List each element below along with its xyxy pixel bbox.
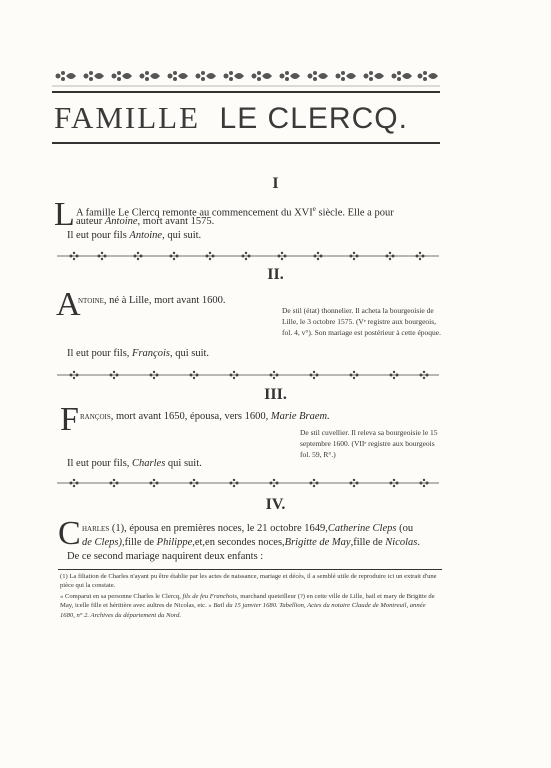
section-1-numeral: I	[272, 175, 279, 192]
page-title: FAMILLE LE CLERCQ.	[54, 100, 408, 135]
section-2-numeral: II.	[267, 266, 284, 283]
section-4-dropcap: C	[58, 515, 81, 552]
section-3-note: De stil cuvellier. Il releva sa bourgeoisie le 15 septembre 1600. (VIIᵉ registre aux bourgeois fol. 59, R°.)	[300, 428, 438, 459]
footnote-rule	[58, 569, 442, 570]
footnote-1: (1) La filiation de Charles n'ayant pu être établie par les actes de naissance, mariage et décès, il a semblé utile de reproduire ici un extrait d'une pièce qui la constate.	[60, 573, 437, 590]
top-ornament-band	[52, 66, 440, 88]
section-2-line-2: Il eut pour fils, François, qui suit.	[67, 348, 210, 359]
section-1-dropcap: L	[54, 196, 75, 233]
divider-1	[57, 250, 439, 262]
section-3-line-2: Il eut pour fils, Charles qui suit.	[67, 458, 202, 469]
section-3-dropcap: F	[60, 401, 79, 438]
section-1-line-3: Il eut pour fils Antoine, qui suit.	[67, 230, 202, 241]
section-2-line-1: ntoine, né à Lille, mort avant 1600.	[78, 295, 226, 306]
section-4-line-2: de Cleps),fille de Philippe,et,en secondes noces,Brigitte de May,fille de Nicolas.	[82, 537, 420, 548]
top-rule	[52, 91, 440, 93]
section-2-note: De stil (état) thonnelier. Il acheta la bourgeoisie de Lille, le 3 octobre 1575. (Vᵉ registre aux bourgeois, fol. 4, v°). Son mariage est postérieur à cette époque.	[282, 306, 441, 337]
footnote-2: « Comparut en sa personne Charles le Clercq, fils de feu Franchois, marchand queteilleur (?) en cette ville de Lille, bail et mary de Brigitte de May, icelle fille et héritière avec aultres de Nicolas, etc. » Bail du 15 janvier 1680. Tabellion, Actes du notaire Claude de Montreuil, année 1680, n° 2. Archives du département du Nord.	[60, 593, 435, 619]
section-3-line-1: rançois, mort avant 1650, épousa, vers 1600, Marie Braem.	[80, 411, 330, 422]
section-1-line-2: auteur Antoine, mort avant 1575.	[76, 216, 215, 227]
section-4-line-3: De ce second mariage naquirent deux enfants :	[67, 551, 264, 562]
section-2-dropcap: A	[56, 286, 81, 323]
section-1-line-1: A famille Le Clercq remonte au commencement du XVIe siècle. Elle a pour	[76, 205, 394, 219]
section-4-line-1: harles (1), épousa en premières noces, le 21 octobre 1649,Catherine Cleps (ou	[82, 523, 414, 534]
divider-3	[57, 477, 439, 489]
title-rule	[52, 142, 440, 144]
section-3-numeral: III.	[264, 386, 287, 403]
section-4-numeral: IV.	[265, 496, 286, 513]
divider-2	[57, 369, 439, 381]
